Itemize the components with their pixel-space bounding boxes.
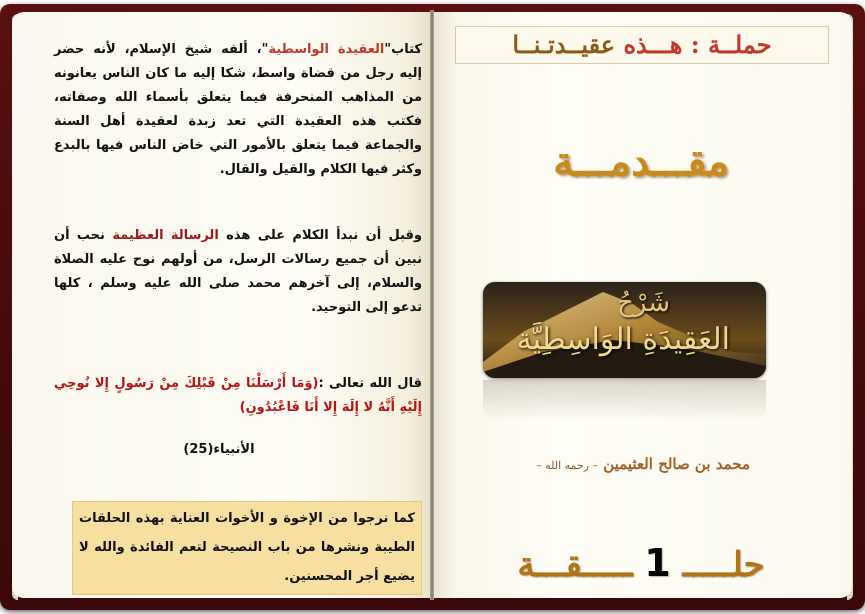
verse-reference: الأنبياء(25)	[183, 442, 255, 457]
verse-intro: قال الله تعالى :	[318, 376, 422, 391]
book-spine	[430, 10, 434, 600]
great-letter-highlight: الرسالة العظيمة	[112, 228, 219, 243]
episode-label	[455, 538, 827, 588]
book-banner-image	[483, 282, 766, 378]
episode-prefix: حلـــــ	[682, 545, 765, 585]
banner-reflection	[483, 380, 766, 420]
verse-block	[54, 372, 422, 420]
banner-title-line1: شَرْحُ	[617, 288, 670, 318]
author-suffix: – رحمه الله –	[536, 459, 599, 472]
tawhid-paragraph-start: وقبل أن نبدأ الكلام على هذه	[226, 228, 423, 243]
campaign-title	[455, 26, 829, 64]
book-title-highlight: العقيدة الواسطية	[268, 42, 385, 57]
prayer-box: كما نرجوا من الإخوة و الأخوات العناية بهذه الحلقات الطيبة ونشرها من باب النصيحة لتعم الفائدة والله لا يضيع أجر المحسنين.	[72, 501, 422, 595]
episode-number: 1	[644, 541, 671, 585]
intro-paragraph	[54, 38, 422, 182]
tawhid-paragraph-body: نحب أن نبين أن جميع رسالات الرسل، من أولهم نوح عليه الصلاة والسلام، إلى آخرهم محمد صلى الله عليه وسلم ، كلها تدعو إلى التوحيد.	[54, 228, 422, 315]
banner-title-line2: العَقِيدَةِ الوَاسِطِيَّة	[516, 322, 730, 357]
left-page	[12, 12, 432, 598]
intro-heading: مقـــدمـــة	[553, 138, 729, 185]
campaign-title-part1: حملــة : هـــذه	[623, 30, 772, 59]
episode-suffix: ـــــقـــة	[517, 545, 633, 585]
author-name: محمد بن صالح العثيمين	[603, 455, 750, 473]
intro-paragraph-body: "، ألفه شيخ الإسلام، لأنه حضر إليه رجل من قضاة واسط، شكا إليه ما كان الناس يعانونه من المذاهب المنحرفة فيما يتعلق بأسماء الله وصفاته، فكتب هذه العقيدة التي تعد زبدة لعقيدة أهل السنة والجماعة فيما يتعلق بالأمور التي خاض الناس فيها بالبدع وكثر فيها الكلام والقيل والقال.	[54, 42, 422, 177]
campaign-title-part2: عقيــدتـنــا	[512, 30, 616, 59]
tawhid-paragraph	[54, 224, 422, 320]
quran-verse: (وَمَا أَرْسَلْنَا مِنْ قَبْلِكَ مِنْ رَسُولٍ إِلا نُوحِي إِلَيْهِ أَنَّهُ لا إِلَهَ إِلا أَنَا فَاعْبُدُونِ)	[54, 376, 422, 415]
book-ref-open: كتاب"	[384, 42, 422, 57]
author-credit	[470, 455, 750, 483]
